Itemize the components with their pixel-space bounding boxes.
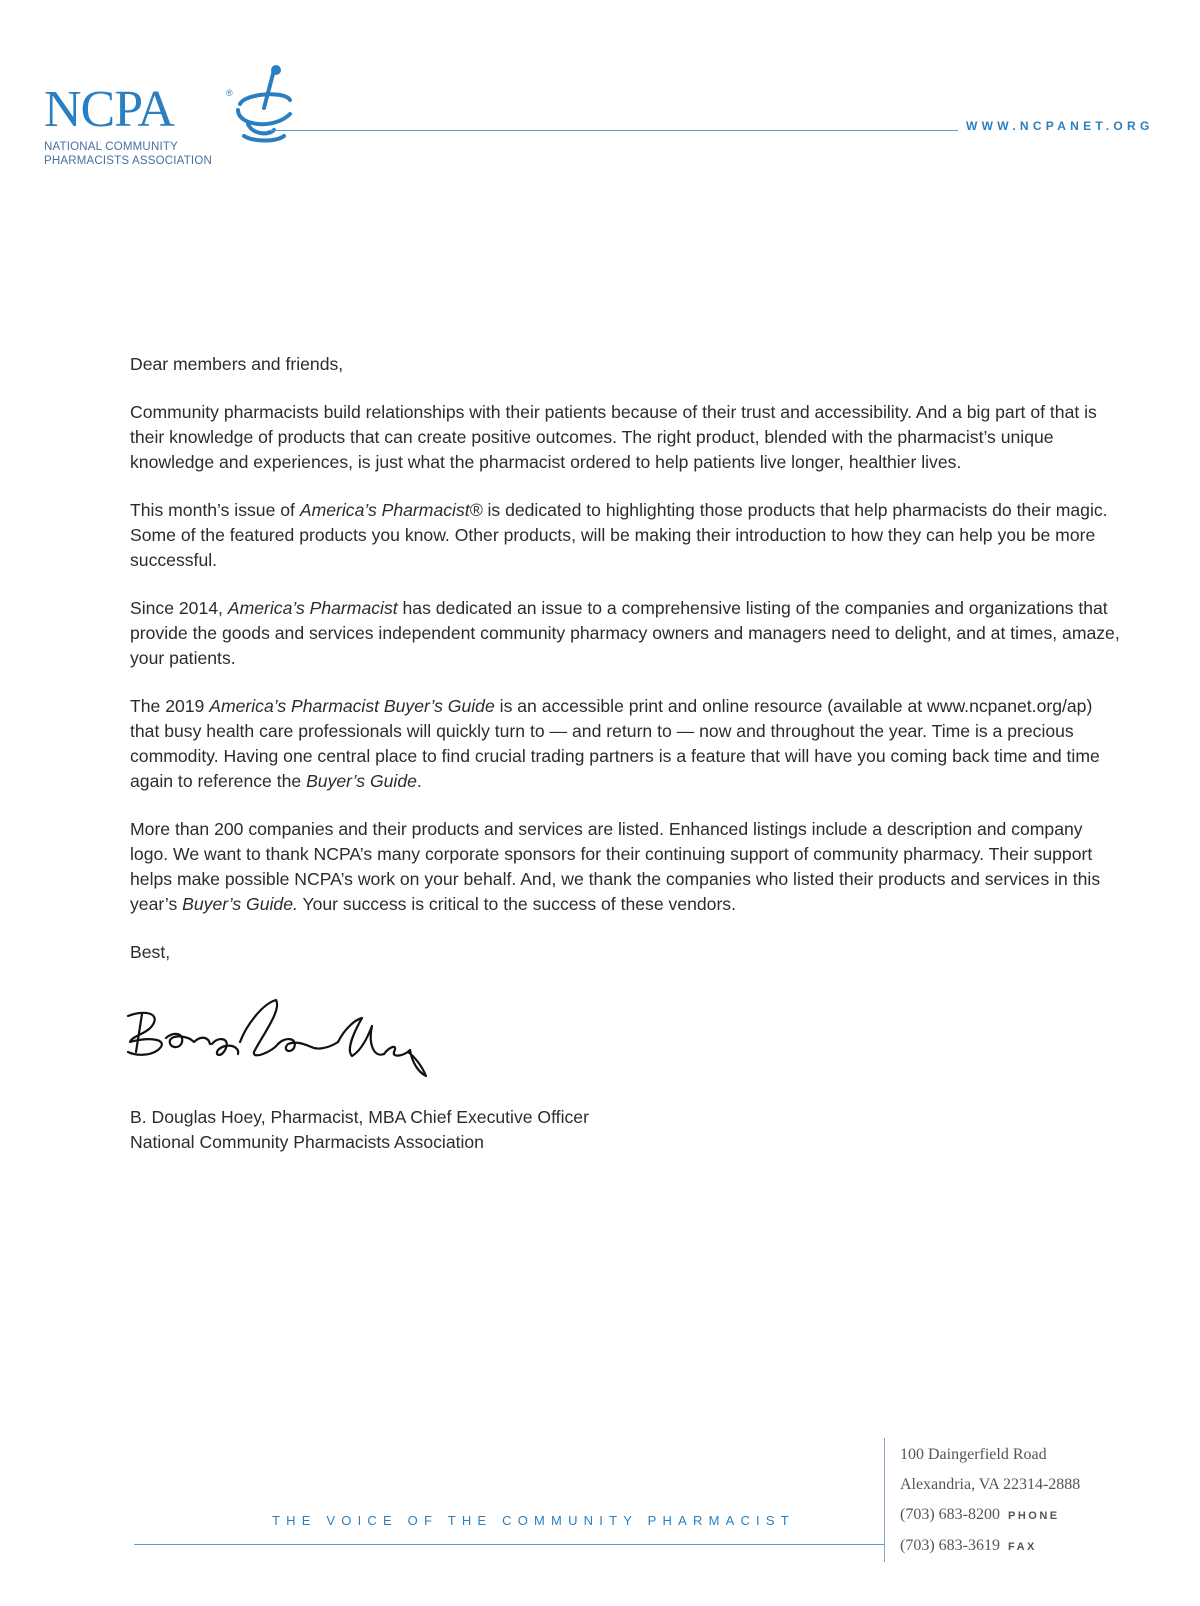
address-street: 100 Daingerfield Road [900, 1446, 1047, 1463]
closing: Best, [130, 942, 171, 962]
fax-label: FAX [1007, 1541, 1037, 1553]
mortar-pestle-icon [234, 64, 296, 144]
ncpa-logo [44, 64, 264, 174]
logo-registered-mark: ® [226, 88, 233, 98]
phone-number: (703) 683-8200 [900, 1506, 1000, 1523]
signer-name-title: B. Douglas Hoey, Pharmacist, MBA Chief Executive Officer [130, 1107, 589, 1127]
salutation: Dear members and friends, [130, 354, 344, 374]
footer-vertical-divider [884, 1438, 885, 1562]
header-divider [268, 130, 958, 131]
signer-organization: National Community Pharmacists Association [130, 1132, 484, 1152]
paragraph-5: More than 200 companies and their products and services are listed. Enhanced listings include a description and company logo. We want to thank NCPA’s many corporate sponsors for their continuing support of community pharmacy. Their support helps make possible NCPA’s work on your behalf. And, we thank the companies who listed their products and services in this year’s Buyer’s Guide. Your success is critical to the success of these vendors. [130, 819, 1101, 914]
phone-line [900, 1500, 1080, 1531]
fax-number: (703) 683-3619 [900, 1537, 1000, 1554]
fax-line [900, 1531, 1080, 1562]
footer-address [900, 1440, 1080, 1562]
handwritten-signature [122, 996, 432, 1080]
paragraph-2: This month’s issue of America’s Pharmacist® is dedicated to highlighting those products that help pharmacists do their magic. Some of the featured products you know. Other products, will be making their introduction to how they can help you be more successful. [130, 500, 1108, 570]
letter-body [130, 352, 1120, 988]
phone-label: PHONE [1007, 1510, 1060, 1522]
logo-subtitle-line2: PHARMACISTS ASSOCIATION [44, 155, 212, 167]
footer-divider [134, 1544, 884, 1545]
footer-tagline: THE VOICE OF THE COMMUNITY PHARMACIST [272, 1513, 795, 1528]
address-city: Alexandria, VA 22314-2888 [900, 1476, 1081, 1493]
signer-block [130, 1105, 589, 1155]
logo-wordmark: NCPA [44, 81, 174, 138]
logo-subtitle [44, 140, 212, 168]
paragraph-1: Community pharmacists build relationships with their patients because of their trust and accessibility. And a big part of that is their knowledge of products that can create positive outcomes. The right product, blended with the pharmacist’s unique knowledge and experiences, is just what the pharmacist ordered to help patients live longer, healthier lives. [130, 402, 1097, 472]
logo-subtitle-line1: NATIONAL COMMUNITY [44, 141, 178, 153]
website-url: WWW.NCPANET.ORG [966, 119, 1154, 133]
paragraph-4: The 2019 America’s Pharmacist Buyer’s Guide is an accessible print and online resource (available at www.ncpanet.org/ap) that busy health care professionals will quickly turn to — and return to — now and throughout the year. Time is a precious commodity. Having one central place to find crucial trading partners is a feature that will have you coming back time and time again to reference the Buyer’s Guide. [130, 696, 1100, 791]
paragraph-3: Since 2014, America’s Pharmacist has dedicated an issue to a comprehensive listing of the companies and organizations that provide the goods and services independent community pharmacy owners and managers need to delight, and at times, amaze, your patients. [130, 598, 1120, 668]
